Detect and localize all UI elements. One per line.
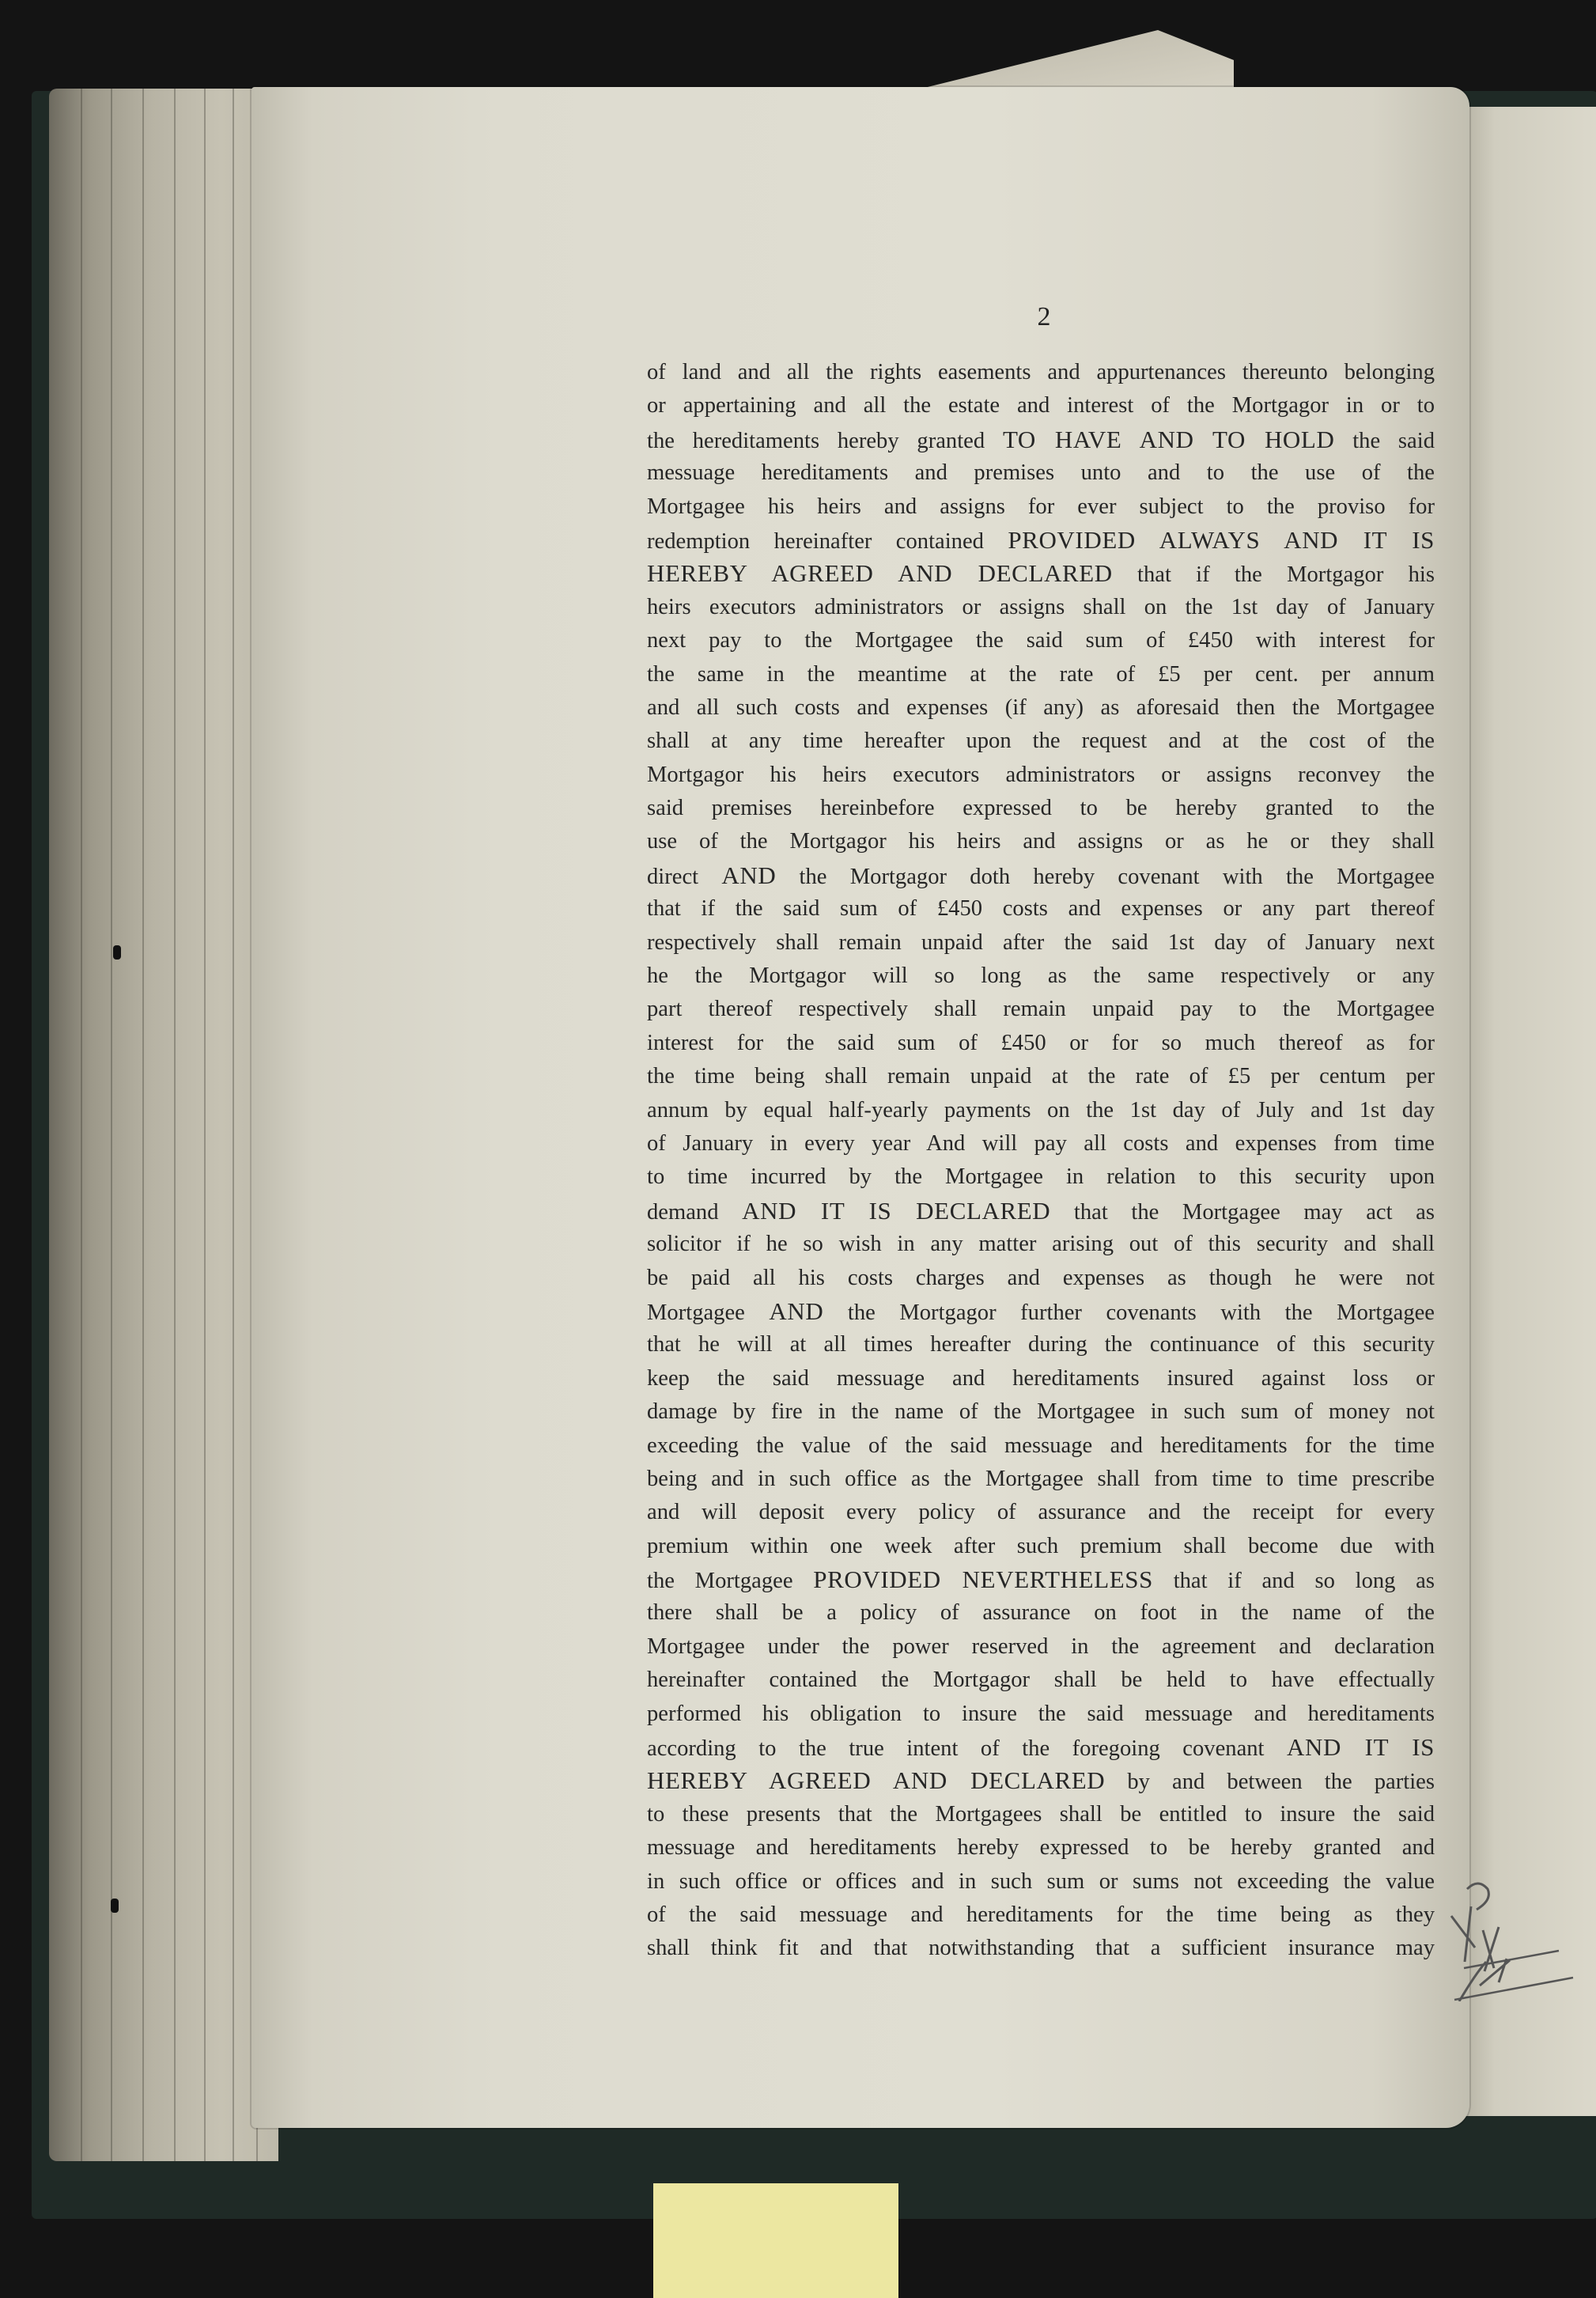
text-run: by and between the parties [1105,1770,1435,1795]
text-line [647,993,1435,1026]
text-run: of land and all the rights easements and appurtenances thereunto belonging [647,360,1435,384]
text-run: keep the said messuage and hereditaments insured against loss or [647,1365,1435,1391]
text-run: of the said messuage and hereditaments for the time being as they [647,1902,1435,1927]
text-line [647,691,1435,725]
text-line [647,1865,1435,1899]
text-run: shall at any time hereafter upon the request and at the cost of the [647,729,1435,754]
text-line [647,1596,1435,1630]
text-run: Mortgagee under the power reserved in the agreement and declaration [647,1634,1435,1659]
binding-hole [111,1899,119,1913]
text-line [647,1563,1435,1596]
text-line [647,1295,1435,1328]
text-run: performed his obligation to insure the said messuage and hereditaments [647,1701,1435,1726]
text-run: respectively shall remain unpaid after the said 1st day of January next [647,929,1435,955]
text-line [647,1127,1435,1160]
text-run: messuage hereditaments and premises unto and to the use of the [647,460,1435,486]
page-number: 2 [1037,302,1051,331]
text-run: the said [1334,428,1435,453]
text-run: the Mortgagor further covenants with the Mortgagee [823,1300,1435,1325]
text-run: that if the said sum of £450 costs and expenses or any part thereof [647,896,1435,922]
text-run: of January in every year And will pay all costs and expenses from time [647,1130,1435,1156]
text-run: to these presents that the Mortgagees shall be entitled to insure the said [647,1801,1435,1827]
text-line [647,1027,1435,1060]
text-line [647,1094,1435,1127]
small-caps-run: AND IT IS DECLARED [742,1196,1051,1225]
text-line [647,1764,1435,1797]
facing-page-edge [1447,107,1596,2116]
text-line [647,1463,1435,1496]
text-run: the Mortgagee [647,1569,814,1594]
text-run: interest for the said sum of £450 or for so much thereof as for [647,1030,1435,1055]
text-line [647,658,1435,691]
text-run: or appertaining and all the estate and interest of the Mortgagor in or to [647,393,1435,418]
text-run: being and in such office as the Mortgagee shall from time to time prescribe [647,1466,1435,1491]
text-line [647,389,1435,422]
paper-tag [653,2183,898,2298]
text-line [647,524,1435,557]
text-run: and all such costs and expenses (if any) as aforesaid then the Mortgagee [647,695,1435,720]
text-line [647,1228,1435,1261]
text-run: solicitor if he so wish in any matter arising out of this security and shall [647,1232,1435,1257]
text-run: be paid all his costs charges and expenses as though he were not [647,1265,1435,1290]
text-run: next pay to the Mortgagee the said sum of £450 with interest for [647,628,1435,653]
text-line [647,1060,1435,1093]
text-line [647,1530,1435,1563]
text-run: exceeding the value of the said messuage and hereditaments for the time [647,1433,1435,1458]
text-line [647,725,1435,758]
body-text [647,356,1435,1966]
text-run: said premises hereinbefore expressed to be hereby granted to the [647,796,1435,821]
text-line [647,759,1435,792]
text-run: the hereditaments hereby granted [647,428,1003,453]
text-run: Mortgagor his heirs executors administrators or assigns reconvey the [647,762,1435,787]
text-run: that if and so long as [1152,1569,1435,1594]
text-run: he the Mortgagor will so long as the same respectively or any [647,963,1435,989]
text-line [647,1731,1435,1764]
text-line [647,1160,1435,1194]
text-run: direct [647,864,722,889]
text-line [647,1798,1435,1831]
small-caps-run: AND [769,1297,824,1325]
text-line [647,1328,1435,1361]
text-line [647,456,1435,490]
page-stack [49,89,278,2161]
text-run: use of the Mortgagor his heirs and assigns or as he or they shall [647,829,1435,854]
text-run: shall think fit and that notwithstanding that a sufficient insurance may [647,1936,1435,1961]
binding-hole [113,945,121,960]
small-caps-run: PROVIDED ALWAYS AND IT IS [1008,525,1435,554]
text-run: there shall be a policy of assurance on foot in the name of the [647,1600,1435,1626]
small-caps-run: HEREBY AGREED AND DECLARED [647,559,1113,588]
text-run: that the Mortgagee may act as [1050,1199,1435,1225]
text-line [647,1630,1435,1664]
text-line [647,557,1435,590]
text-line [647,1664,1435,1697]
text-line [647,859,1435,892]
small-caps-run: AND [721,861,777,889]
text-line [647,926,1435,960]
text-run: demand [647,1199,743,1225]
text-run: messuage and hereditaments hereby expressed to be hereby granted and [647,1835,1435,1861]
small-caps-run: PROVIDED NEVERTHELESS [813,1565,1153,1594]
text-line [647,1496,1435,1529]
text-run: hereinafter contained the Mortgagor shall be held to have effectually [647,1668,1435,1693]
text-line [647,1698,1435,1731]
text-run: the same in the meantime at the rate of £5 per cent. per annum [647,661,1435,687]
pencil-annotation [1435,1875,1578,2001]
text-line [647,1429,1435,1463]
text-run: according to the true intent of the foregoing covenant [647,1736,1287,1762]
text-run: part thereof respectively shall remain unpaid pay to the Mortgagee [647,997,1435,1022]
text-run: that if the Mortgagor his [1112,562,1435,588]
text-line [647,1932,1435,1965]
text-run: damage by fire in the name of the Mortgagee in such sum of money not [647,1399,1435,1425]
text-run: heirs executors administrators or assigns shall on the 1st day of January [647,594,1435,619]
text-run: and will deposit every policy of assurance and the receipt for every [647,1500,1435,1525]
text-run: Mortgagee [647,1300,770,1325]
text-line [647,1831,1435,1865]
text-line [647,624,1435,657]
text-line [647,1899,1435,1932]
text-line [647,1262,1435,1295]
text-line [647,1395,1435,1429]
text-run: annum by equal half-yearly payments on the 1st day of July and 1st day [647,1097,1435,1122]
small-caps-run: HEREBY AGREED AND DECLARED [647,1766,1106,1795]
text-line [647,356,1435,389]
text-run: premium within one week after such premium shall become due with [647,1533,1435,1558]
text-line [647,591,1435,624]
text-run: in such office or offices and in such sum or sums not exceeding the value [647,1868,1435,1894]
text-line [647,825,1435,858]
small-caps-run: AND IT IS [1287,1733,1435,1762]
text-line [647,1362,1435,1395]
text-run: redemption hereinafter contained [647,528,1008,554]
text-run: the time being shall remain unpaid at the rate of £5 per centum per [647,1064,1435,1089]
text-line [647,423,1435,456]
small-caps-run: TO HAVE AND TO HOLD [1002,425,1335,453]
text-run: to time incurred by the Mortgagee in relation to this security upon [647,1164,1435,1190]
text-line [647,792,1435,825]
text-line [647,960,1435,993]
text-run: that he will at all times hereafter during the continuance of this security [647,1332,1435,1357]
text-line [647,490,1435,524]
text-line [647,1194,1435,1228]
text-run: Mortgagee his heirs and assigns for ever subject to the proviso for [647,494,1435,519]
text-run: the Mortgagor doth hereby covenant with the Mortgagee [776,864,1435,889]
text-line [647,892,1435,926]
